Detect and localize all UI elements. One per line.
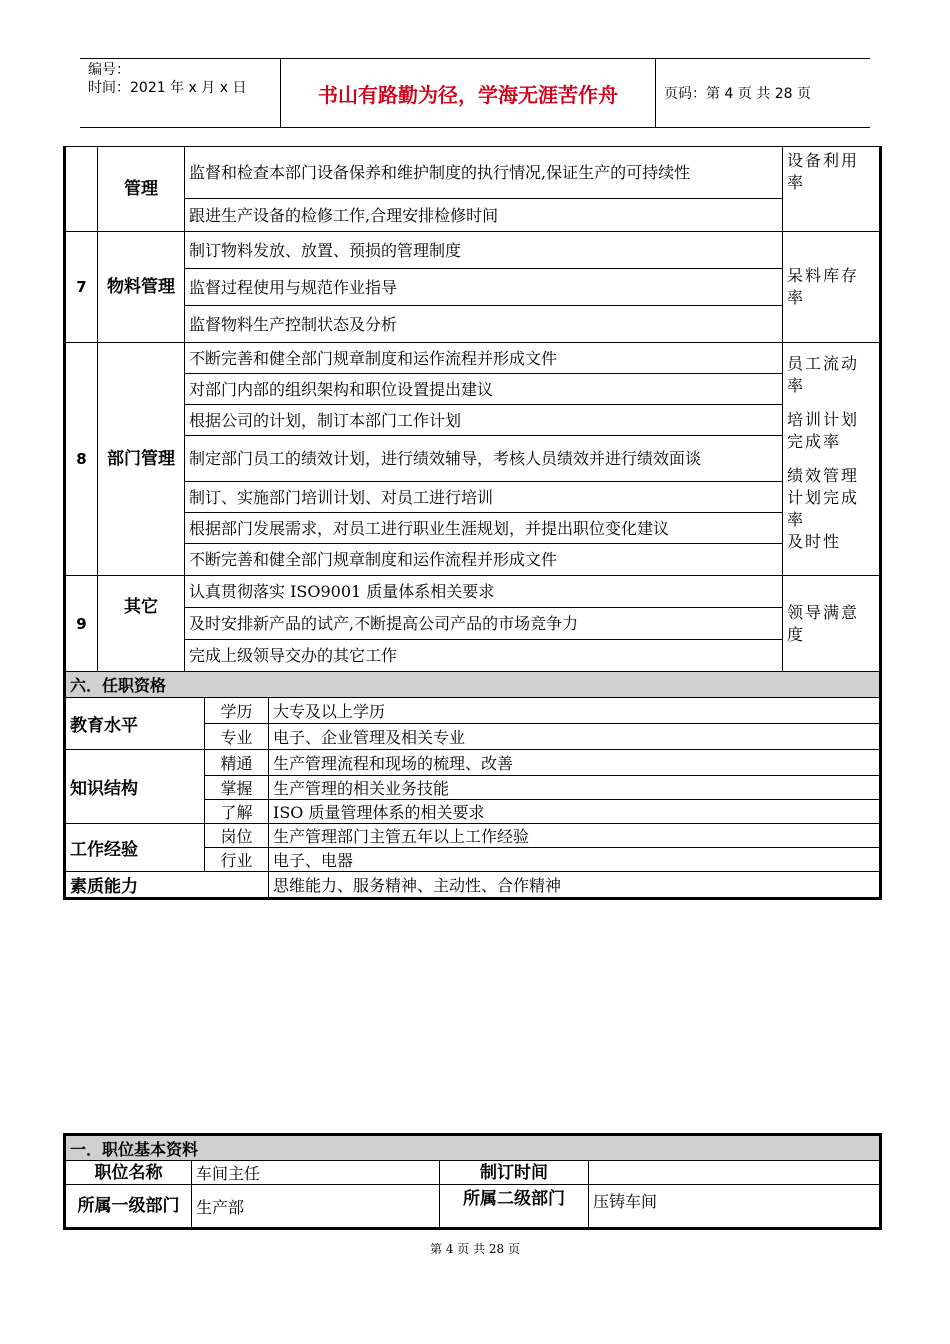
dept2-value: 压铸车间 <box>589 1185 881 1229</box>
qual-value: 生产管理部门主管五年以上工作经验 <box>269 824 881 848</box>
number-label: 编号： <box>88 62 130 78</box>
table-row <box>65 824 881 848</box>
table-row <box>65 199 881 232</box>
duty-area: 管理 <box>98 147 185 232</box>
qual-value: 生产管理流程和现场的梳理、改善 <box>269 750 881 776</box>
qual-label: 素质能力 <box>65 872 269 899</box>
duty-number: 9 <box>65 576 98 672</box>
dept1-label: 所属一级部门 <box>65 1185 192 1229</box>
duties-table <box>63 146 882 698</box>
duty-kpi: 员工流动率 <box>787 354 860 395</box>
table-row <box>65 269 881 306</box>
table-row <box>65 544 881 576</box>
duty-task: 监督和检查本部门设备保养和维护制度的执行情况,保证生产的可持续性 <box>185 147 783 199</box>
qual-label: 工作经验 <box>65 824 205 872</box>
table-row <box>65 750 881 776</box>
qual-value: 思维能力、服务精神、主动性、合作精神 <box>269 872 881 899</box>
qual-sub: 精通 <box>205 750 269 776</box>
duty-kpi: 呆料库存率 <box>783 232 881 343</box>
duty-task: 根据部门发展需求，对员工进行职业生涯规划，并提出职位变化建议 <box>185 513 783 544</box>
qualifications-table <box>63 697 882 900</box>
duty-number <box>65 147 98 232</box>
table-row <box>65 374 881 405</box>
qual-value: ISO 质量管理体系的相关要求 <box>269 800 881 824</box>
dept1-value: 生产部 <box>192 1185 440 1229</box>
duty-area: 其它 <box>98 576 185 672</box>
qual-label: 教育水平 <box>65 698 205 750</box>
duty-number: 7 <box>65 232 98 343</box>
table-row <box>65 482 881 513</box>
section-title: 一．职位基本资料 <box>65 1135 881 1161</box>
header-motto: 书山有路勤为径，学海无涯苦作舟 <box>280 59 656 127</box>
section-title: 六．任职资格 <box>65 672 881 698</box>
qual-sub: 行业 <box>205 848 269 872</box>
duty-task: 监督过程使用与规范作业指导 <box>185 269 783 306</box>
table-row <box>65 1185 881 1229</box>
table-row <box>65 147 881 199</box>
qual-value: 电子、电器 <box>269 848 881 872</box>
table-row <box>65 405 881 436</box>
table-row <box>65 640 881 672</box>
table-row <box>65 513 881 544</box>
date-value <box>589 1161 881 1185</box>
duty-kpi: 培训计划完成率 <box>787 410 860 451</box>
table-row <box>65 872 881 899</box>
duty-task: 监督物料生产控制状态及分析 <box>185 306 783 343</box>
table-row <box>65 343 881 374</box>
header-meta <box>88 61 246 97</box>
table-row <box>65 608 881 640</box>
qual-value: 电子、企业管理及相关专业 <box>269 724 881 750</box>
page-footer: 第 4 页 共 28 页 <box>430 1242 520 1256</box>
duty-area: 物料管理 <box>98 232 185 343</box>
table-row <box>65 306 881 343</box>
duty-task: 及时安排新产品的试产,不断提高公司产品的市场竞争力 <box>185 608 783 640</box>
duty-task: 跟进生产设备的检修工作,合理安排检修时间 <box>185 199 783 232</box>
duty-kpi-group <box>783 343 881 576</box>
qual-sub: 岗位 <box>205 824 269 848</box>
page-header <box>80 58 870 128</box>
duty-task: 不断完善和健全部门规章制度和运作流程并形成文件 <box>185 544 783 576</box>
qual-value: 大专及以上学历 <box>269 698 881 724</box>
duty-task: 制订、实施部门培训计划、对员工进行培训 <box>185 482 783 513</box>
position-label: 职位名称 <box>65 1161 192 1185</box>
table-row <box>65 232 881 269</box>
header-page-info: 页码：第 4 页 共 28 页 <box>664 86 811 102</box>
table-row <box>65 576 881 608</box>
duty-task: 制定部门员工的绩效计划，进行绩效辅导，考核人员绩效并进行绩效面谈 <box>185 436 783 482</box>
table-row <box>65 698 881 724</box>
duty-task: 完成上级领导交办的其它工作 <box>185 640 783 672</box>
position-value: 车间主任 <box>192 1161 440 1185</box>
basic-info-table <box>63 1133 882 1230</box>
duty-task: 认真贯彻落实 ISO9001 质量体系相关要求 <box>185 576 783 608</box>
table-row <box>65 1161 881 1185</box>
qual-value: 生产管理的相关业务技能 <box>269 776 881 800</box>
duty-area: 部门管理 <box>98 343 185 576</box>
date-label: 制订时间 <box>440 1161 589 1185</box>
qual-sub: 了解 <box>205 800 269 824</box>
duty-task: 制订物料发放、放置、预损的管理制度 <box>185 232 783 269</box>
qual-sub: 学历 <box>205 698 269 724</box>
duty-number: 8 <box>65 343 98 576</box>
duty-task: 不断完善和健全部门规章制度和运作流程并形成文件 <box>185 343 783 374</box>
table-row <box>65 1135 881 1161</box>
qual-sub: 掌握 <box>205 776 269 800</box>
dept2-label: 所属二级部门 <box>440 1185 589 1229</box>
duty-kpi: 设备利用率 <box>783 147 881 232</box>
qual-sub: 专业 <box>205 724 269 750</box>
qual-label: 知识结构 <box>65 750 205 824</box>
duty-kpi: 绩效管理计划完成率 <box>787 466 860 529</box>
table-row <box>65 436 881 482</box>
duty-kpi: 领导满意度 <box>783 576 881 672</box>
table-row <box>65 672 881 698</box>
duty-task: 对部门内部的组织架构和职位设置提出建议 <box>185 374 783 405</box>
duty-kpi: 及时性 <box>787 532 842 551</box>
duty-task: 根据公司的计划，制订本部门工作计划 <box>185 405 783 436</box>
date-label: 时间：2021 年 x 月 x 日 <box>88 80 247 96</box>
